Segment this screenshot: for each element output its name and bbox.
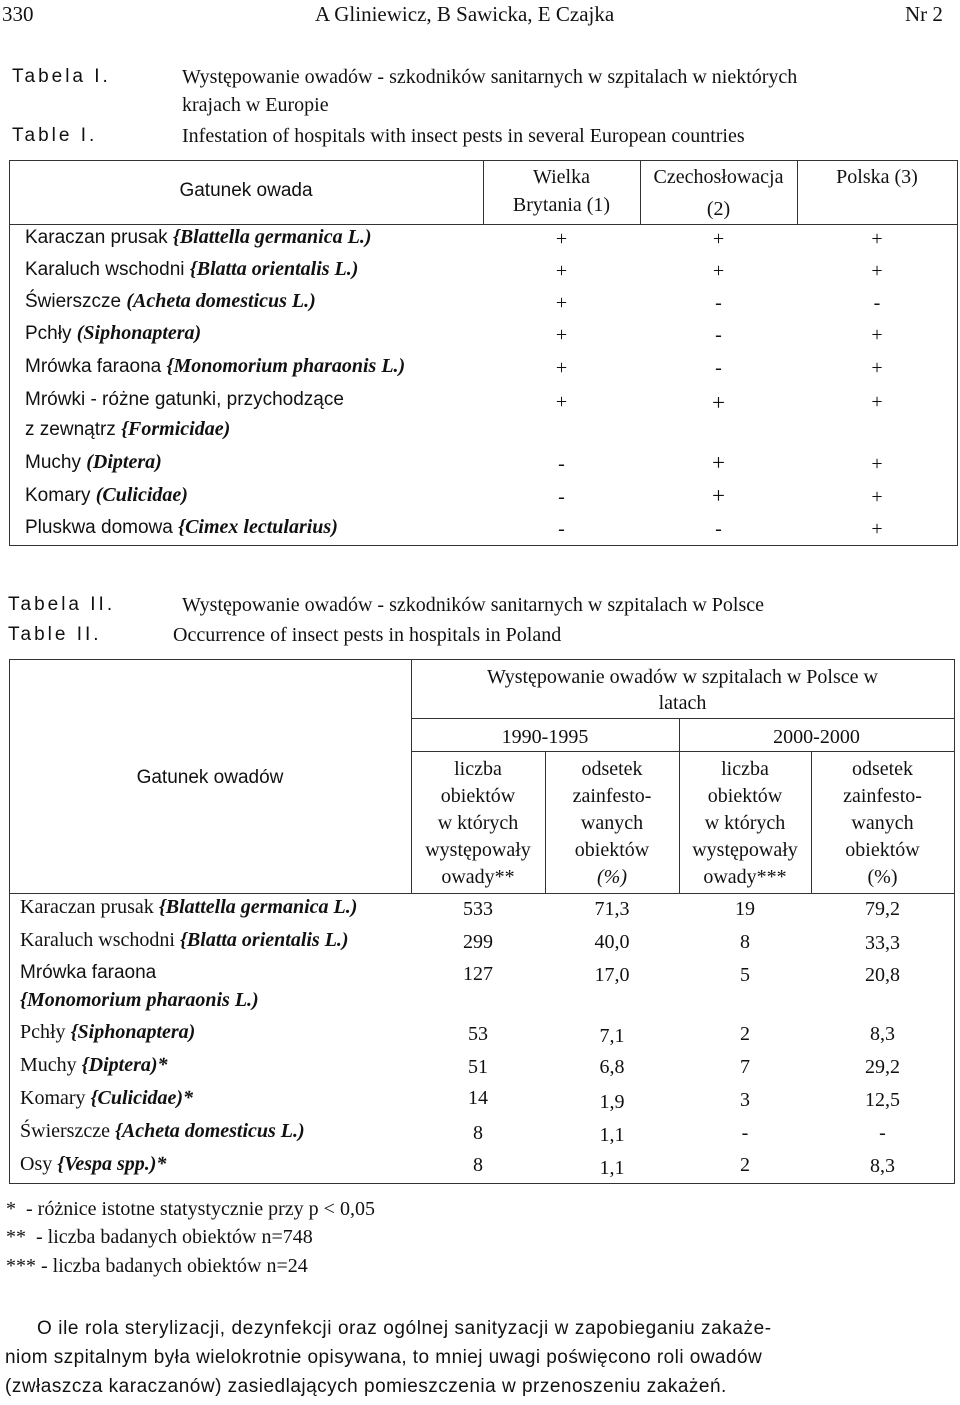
- cell-percent-2: 29,2: [865, 1056, 900, 1078]
- page-number: 330: [2, 2, 34, 26]
- cell-percent-2: 8,3: [870, 1023, 895, 1045]
- cell-cz: +: [712, 450, 725, 475]
- species-name: Komary: [25, 485, 96, 506]
- species-latin: (Siphonaptera): [76, 322, 202, 344]
- cell-pl: -: [873, 292, 881, 314]
- cell-percent-1: 6,8: [599, 1056, 625, 1078]
- cell-cz: +: [712, 228, 725, 250]
- table2-title-pl: Występowanie owadów - szkodników sanitarnych w szpitalach w Polsce: [182, 594, 764, 616]
- cell-uk: +: [555, 260, 568, 282]
- species-latin: (Culicidae): [95, 484, 188, 506]
- cell-percent-1: 1,9: [599, 1091, 625, 1113]
- cell-cz: +: [712, 390, 725, 415]
- species-name: Karaczan prusak: [20, 896, 159, 918]
- species-name: Pchły: [20, 1021, 71, 1043]
- cell-count-2: 19: [735, 898, 755, 920]
- cell-pl: +: [871, 228, 883, 250]
- species-latin: {Formicidae): [121, 418, 231, 440]
- table2-col-species: Gatunek owadów: [136, 767, 284, 788]
- cell-percent-2: 8,3: [870, 1155, 895, 1177]
- cell-pl: +: [871, 486, 883, 508]
- table2-period-1: 1990-1995: [501, 726, 589, 748]
- cell-count-2: 3: [740, 1089, 750, 1111]
- cell-uk: +: [555, 324, 568, 346]
- cell-count-2: 2: [740, 1023, 750, 1045]
- cell-count-1: 533: [463, 898, 493, 920]
- species-name: Świerszcze: [25, 291, 127, 312]
- table2-period-2: 2000-2000: [773, 726, 860, 748]
- footnote-2: ** - liczba badanych obiektów n=748: [6, 1226, 313, 1248]
- cell-uk: +: [555, 292, 568, 314]
- cell-count-1: 299: [463, 931, 493, 953]
- cell-percent-2: 79,2: [865, 898, 900, 920]
- cell-percent-2: 20,8: [865, 964, 900, 986]
- species-latin: {Monomorium pharaonis L.): [20, 989, 259, 1011]
- cell-cz: +: [712, 483, 725, 508]
- footnote-3: *** - liczba badanych obiektów n=24: [6, 1255, 308, 1277]
- table1-title-pl-line1: Występowanie owadów - szkodników sanitarnych w szpitalach w niektórych: [182, 66, 798, 88]
- cell-count-1: 8: [473, 1154, 483, 1176]
- cell-pl: +: [871, 260, 883, 282]
- footnote-1: * - różnice istotne statystycznie przy p < 0,05: [6, 1198, 375, 1220]
- species-latin: {Blattella germanica L.): [158, 896, 358, 918]
- body-line-2: niom szpitalnym była wielokrotnie opisywana, to mniej uwagi poświęcono roli owadów: [5, 1347, 763, 1368]
- species-name: Karaluch wschodni: [20, 929, 180, 951]
- cell-count-2: 5: [740, 964, 750, 986]
- cell-cz: -: [715, 324, 722, 346]
- species-name: Karaczan prusak: [25, 227, 173, 248]
- species-latin: {Monomorium pharaonis L.): [166, 355, 406, 377]
- cell-percent-2: 33,3: [865, 932, 900, 954]
- cell-pl: +: [871, 453, 883, 475]
- species-latin: {Blatta orientalis L.): [179, 929, 349, 951]
- table2-group-header-2: latach: [658, 692, 707, 714]
- table1-label-pl: Tabela I.: [12, 66, 111, 87]
- species-name: Osy: [20, 1153, 58, 1175]
- species-name: Mrówka faraona: [20, 962, 157, 983]
- table1-col-uk-1: Wielka: [533, 166, 590, 188]
- species-name: Pluskwa domowa: [25, 517, 179, 538]
- cell-pl: +: [871, 391, 883, 413]
- cell-cz: +: [712, 260, 725, 282]
- species-name: Świerszcze: [20, 1120, 115, 1142]
- table2-label-en: Table II.: [8, 624, 102, 645]
- cell-percent-1: 71,3: [594, 898, 630, 920]
- species-name: Karaluch wschodni: [25, 259, 190, 280]
- species-latin: {Siphonaptera): [70, 1021, 196, 1043]
- cell-percent-1: 40,0: [594, 931, 630, 953]
- cell-percent-1: 1,1: [599, 1157, 625, 1179]
- cell-uk: -: [558, 486, 565, 508]
- table1-col-cz-2: (2): [706, 198, 731, 220]
- cell-uk: +: [555, 391, 568, 413]
- cell-count-1: 51: [468, 1056, 488, 1078]
- species-name-cont: z zewnątrz: [25, 419, 122, 440]
- cell-count-1: 127: [463, 963, 493, 985]
- table1-col-pl: Polska (3): [836, 166, 918, 188]
- cell-count-2: 7: [740, 1056, 750, 1078]
- species-latin: {Blattella germanica L.): [172, 226, 372, 248]
- species-name: Muchy: [20, 1054, 82, 1076]
- cell-count-1: 8: [473, 1122, 483, 1144]
- cell-count-2: 2: [740, 1154, 750, 1176]
- species-latin: (Acheta domesticus L.): [126, 290, 316, 312]
- cell-percent-1: 1,1: [599, 1124, 625, 1146]
- cell-count-2: 8: [740, 931, 750, 953]
- cell-percent-1: 17,0: [594, 964, 630, 986]
- running-authors: A Gliniewicz, B Sawicka, E Czajka: [315, 2, 615, 26]
- species-name: Mrówka faraona: [25, 356, 167, 377]
- species-name: Komary: [20, 1087, 91, 1109]
- cell-uk: -: [558, 518, 565, 540]
- species-name: Mrówki - różne gatunki, przychodzące: [25, 389, 344, 410]
- species-latin: {Blatta orientalis L.): [189, 258, 359, 280]
- species-latin: {Acheta domesticus L.): [114, 1120, 305, 1142]
- species-name: Muchy: [25, 452, 87, 473]
- species-latin: {Cimex lectularius): [178, 516, 338, 538]
- cell-percent-2: 12,5: [865, 1089, 900, 1111]
- cell-pl: +: [871, 518, 883, 540]
- cell-uk: -: [558, 453, 565, 475]
- table1-col-species: Gatunek owada: [179, 180, 313, 201]
- species-name: Pchły: [25, 323, 77, 344]
- cell-count-1: 53: [468, 1023, 488, 1045]
- table2-group-header-1: Występowanie owadów w szpitalach w Polsce w: [487, 666, 878, 688]
- cell-percent-1: 7,1: [599, 1025, 625, 1047]
- cell-pl: +: [871, 357, 883, 379]
- cell-count-2: -: [741, 1122, 749, 1144]
- table1-title-en: Infestation of hospitals with insect pests in several European countries: [182, 125, 745, 147]
- species-latin: {Vespa spp.)*: [57, 1153, 167, 1175]
- species-latin: {Culicidae)*: [90, 1087, 194, 1109]
- table2-title-en: Occurrence of insect pests in hospitals in Poland: [173, 624, 562, 646]
- table2-label-pl: Tabela II.: [8, 594, 116, 615]
- table1-col-uk-2: Brytania (1): [512, 194, 611, 216]
- table1-col-cz-1: Czechosłowacja: [653, 166, 784, 188]
- body-line-3: (zwłaszcza karaczanów) zasiedlających pomieszczenia w przenoszeniu zakażeń.: [5, 1376, 727, 1397]
- table1-title-pl-line2: krajach w Europie: [182, 94, 329, 116]
- body-line-1: O ile rola sterylizacji, dezynfekcji oraz ogólnej sanityzacji w zapobieganiu zakaże-: [37, 1318, 772, 1339]
- cell-uk: +: [555, 357, 568, 379]
- cell-cz: -: [715, 518, 722, 540]
- cell-count-1: 14: [468, 1087, 488, 1109]
- cell-cz: -: [715, 292, 722, 314]
- cell-percent-2: -: [879, 1122, 886, 1144]
- table1-label-en: Table I.: [12, 125, 98, 146]
- cell-uk: +: [555, 228, 568, 250]
- cell-pl: +: [871, 324, 883, 346]
- issue-number: Nr 2: [905, 2, 943, 26]
- cell-cz: -: [715, 357, 722, 379]
- species-latin: (Diptera): [86, 451, 162, 473]
- species-latin: {Diptera)*: [81, 1054, 168, 1076]
